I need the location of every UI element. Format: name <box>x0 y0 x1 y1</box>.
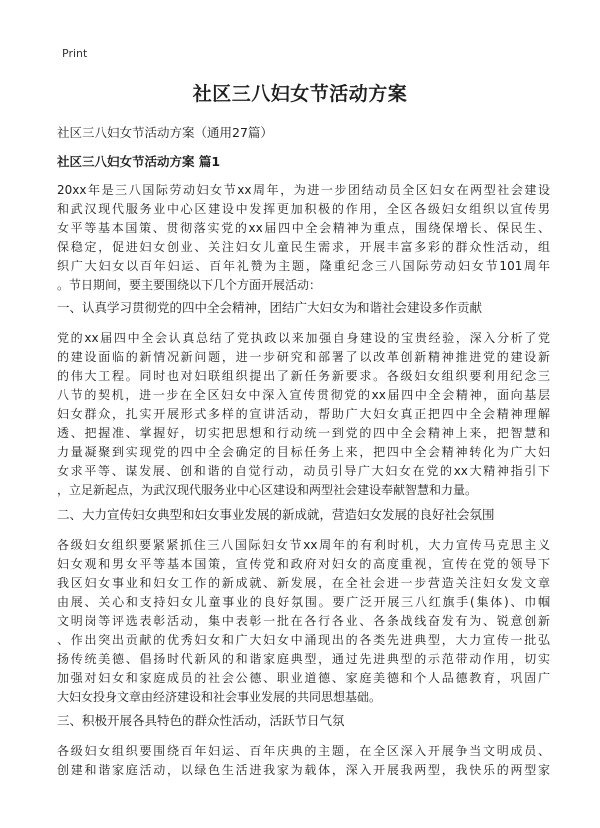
heading-three: 三、积极开展各具特色的群众性活动，活跃节日气氛 <box>57 713 345 728</box>
section-title: 社区三八妇女节活动方案 篇1 <box>57 154 221 169</box>
text-line: 我区妇女事业和妇女工作的新成就、新发展，在全社会进一步营造关注妇女发文章 <box>57 576 550 590</box>
text-line: 加强对妇女和家庭成员的社会公德、职业道德、家庭美德和个人品德教育，巩固广 <box>57 671 550 685</box>
text-line: 文明岗等评选表彰活动，集中表彰一批在各行各业、各条战线奋发有为、锐意创新 <box>57 614 550 628</box>
text-line: 由展、关心和支持妇女儿童事业的良好氛围。要广泛开展三八红旗手(集体)、巾帼 <box>57 595 550 609</box>
text-line: 妇女群众，扎实开展形式多样的宣讲活动，帮助广大妇女真正把四中全会精神理解 <box>57 407 550 421</box>
text-line: 20xx年是三八国际劳动妇女节xx周年，为进一步团结动员全区妇女在两型社会建设 <box>57 183 550 197</box>
text-line: 力量凝聚到实现党的四中全会确定的目标任务上来，把四中全会精神转化为广大妇 <box>57 445 550 459</box>
text-line: 、作出突出贡献的优秀妇女和广大妇女中涌现出的各类先进典型，大力宣传一批弘 <box>57 633 550 647</box>
text-line: 织广大妇女以百年妇运、百年礼赞为主题，隆重纪念三八国际劳动妇女节101周年 <box>57 259 550 273</box>
text-line: 妇女观和男女平等基本国策，宣传党和政府对妇女的高度重视，宣传在党的领导下 <box>57 557 550 571</box>
text-line: 的建设面临的新情况新问题，进一步研究和部署了以改革创新精神推进党的建设新 <box>57 350 550 364</box>
text-line: 各级妇女组织要紧紧抓住三八国际妇女节xx周年的有利时机，大力宣传马克思主义 <box>57 538 550 552</box>
text-line: 女求平等、谋发展、创和谐的自觉行动，动员引导广大妇女在党的xx大精神指引下 <box>57 464 550 478</box>
paragraph-intro <box>57 181 550 295</box>
text-line: 大妇女投身文章由经济建设和社会事业发展的共同思想基础。 <box>57 690 382 704</box>
text-line: 各级妇女组织要围绕百年妇运、百年庆典的主题，在全区深入开展争当文明成员、 <box>57 744 550 758</box>
text-line: 透、把握准、掌握好，切实把思想和行动统一到党的四中全会精神上来，把智慧和 <box>57 426 550 440</box>
text-line: 的伟大工程。同时也对妇联组织提出了新任务新要求。各级妇女组织要利用纪念三 <box>57 369 550 383</box>
text-line: 八节的契机，进一步在全区妇女中深入宣传贯彻党的xx届四中全会精神，面向基层 <box>57 388 550 402</box>
document-subtitle: 社区三八妇女节活动方案（通用27篇） <box>57 125 273 140</box>
text-line: 。节日期间，要主要围绕以下几个方面开展活动： <box>57 278 322 292</box>
print-label: Print <box>62 47 88 60</box>
heading-two: 二、大力宣传妇女典型和妇女事业发展的新成就，营造妇女发展的良好社会氛围 <box>57 507 495 522</box>
text-line: 保稳定，促进妇女创业、关注妇女儿童民生需求，开展丰富多彩的群众性活动，组 <box>57 240 550 254</box>
text-line: ，立足新起点，为武汉现代服务业中心区建设和两型社会建设奉献智慧和力量。 <box>57 483 478 497</box>
text-line: 创建和谐家庭活动，以绿色生活进我家为载体，深入开展我两型，我快乐的两型家 <box>57 763 550 777</box>
text-line: 女平等基本国策、贯彻落实党的xx届四中全会精神为重点，围绕保增长、保民生、 <box>57 221 550 235</box>
text-line: 和武汉现代服务业中心区建设中发挥更加积极的作用，全区各级妇女组织以宣传男 <box>57 202 550 216</box>
document-title: 社区三八妇女节活动方案 <box>192 83 408 105</box>
text-line: 扬传统美德、倡扬时代新风的和谐家庭典型，通过先进典型的示范带动作用，切实 <box>57 652 550 666</box>
text-line: 党的xx届四中全会认真总结了党执政以来加强自身建设的宝贵经验，深入分析了党 <box>57 331 550 345</box>
paragraph-two <box>57 536 550 707</box>
paragraph-one <box>57 329 550 500</box>
heading-one: 一、认真学习贯彻党的四中全会精神，团结广大妇女为和谐社会建设多作贡献 <box>57 300 483 315</box>
paragraph-three <box>57 742 550 780</box>
